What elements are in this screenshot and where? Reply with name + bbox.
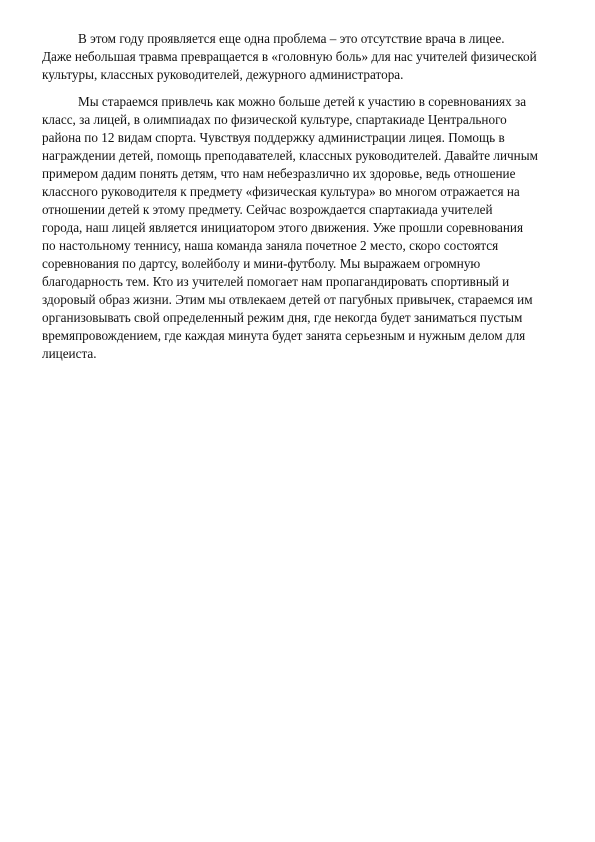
text-line: лицеиста. <box>42 346 97 361</box>
text-line: В этом году проявляется еще одна проблема – это отсутствие врача в лицее. <box>78 31 505 46</box>
text-line: города, наш лицей является инициатором этого движения. Уже прошли соревнования <box>42 220 524 235</box>
paragraph-doctor-absence <box>42 30 570 84</box>
text-line: награждении детей, помощь преподавателей, классных руководителей. Давайте личным <box>42 148 538 163</box>
text-line: организовывать свой определенный режим дня, где некогда будет заниматься пустым <box>42 310 523 325</box>
text-line: классного руководителя к предмету «физическая культура» во многом отражается на <box>42 184 520 199</box>
text-line: времяпровождением, где каждая минута будет занята серьезным и нужным делом для <box>42 328 526 343</box>
text-line: по настольному теннису, наша команда заняла почетное 2 место, скоро состоятся <box>42 238 499 253</box>
paragraph-spacer <box>42 84 570 93</box>
text-line: Даже небольшая травма превращается в «головную боль» для нас учителей физической <box>42 49 537 64</box>
text-line: класс, за лицей, в олимпиадах по физической культуре, спартакиаде Центрального <box>42 112 507 127</box>
document-body <box>42 30 570 363</box>
text-line: района по 12 видам спорта. Чувствуя поддержку администрации лицея. Помощь в <box>42 130 505 145</box>
text-line: Мы стараемся привлечь как можно больше детей к участию в соревнованиях за <box>78 94 527 109</box>
text-line: соревнования по дартсу, волейболу и мини-футболу. Мы выражаем огромную <box>42 256 481 271</box>
text-line: примером дадим понять детям, что нам небезразлично их здоровье, ведь отношение <box>42 166 516 181</box>
text-line: культуры, классных руководителей, дежурного администратора. <box>42 67 404 82</box>
text-line: отношении детей к этому предмету. Сейчас возрождается спартакиада учителей <box>42 202 493 217</box>
text-line: благодарность тем. Кто из учителей помогает нам пропагандировать спортивный и <box>42 274 510 289</box>
paragraph-sports-participation <box>42 93 570 363</box>
text-line: здоровый образ жизни. Этим мы отвлекаем детей от пагубных привычек, стараемся им <box>42 292 533 307</box>
